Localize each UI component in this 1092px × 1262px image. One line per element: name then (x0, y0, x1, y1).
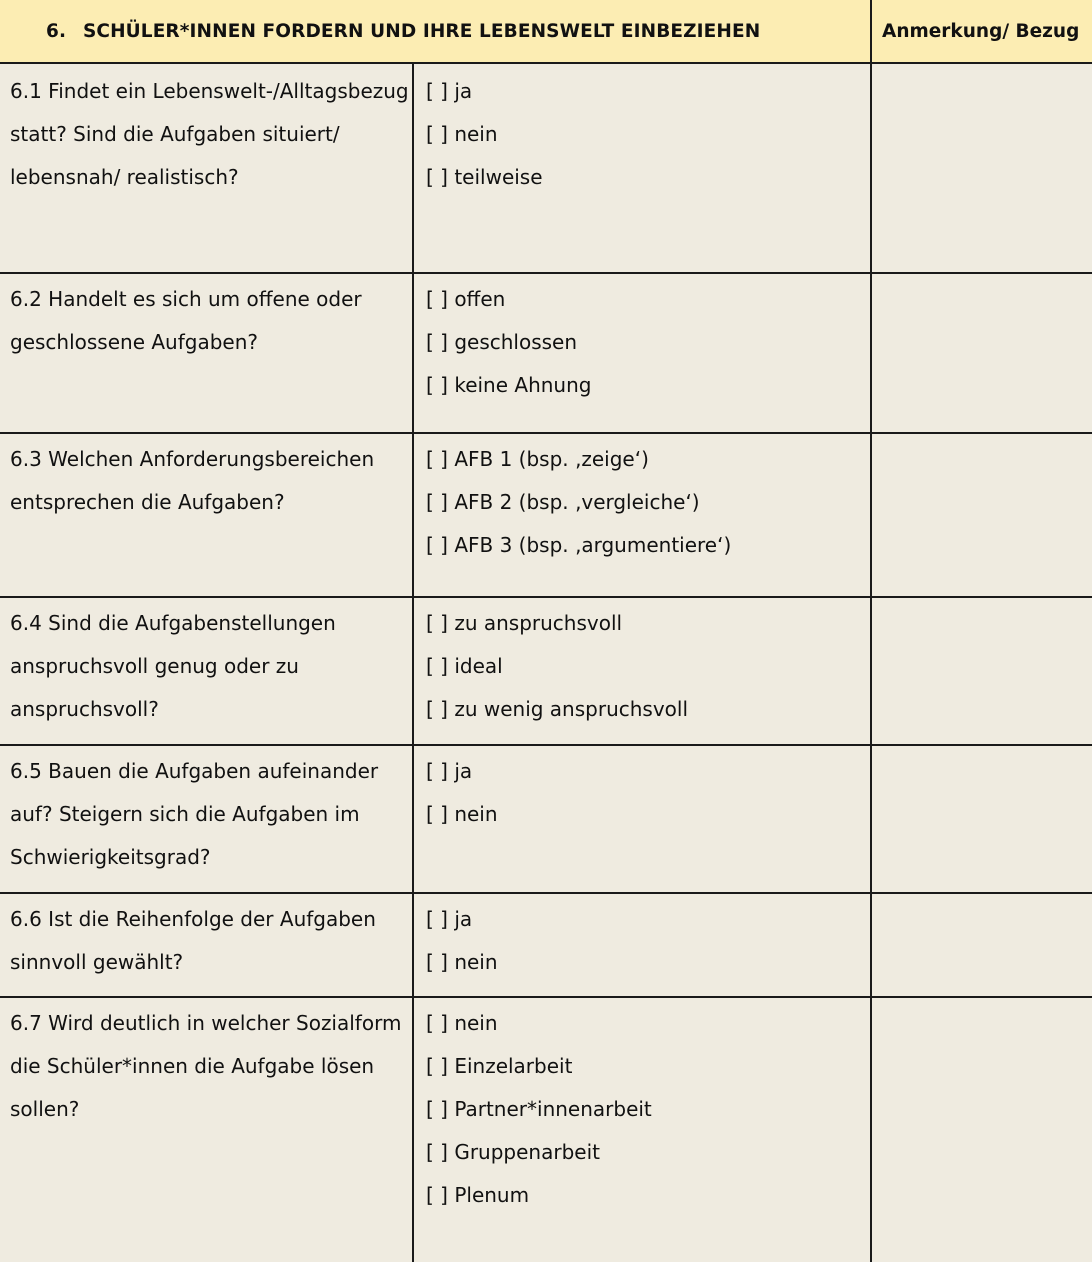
question-line: 6.7 Wird deutlich in welcher Sozialform (10, 1011, 402, 1035)
answer-checkbox-option[interactable]: [ ] ja (426, 79, 473, 103)
answer-checkbox-option[interactable]: [ ] geschlossen (426, 330, 578, 354)
question-line: 6.1 Findet ein Lebenswelt-/Alltagsbezug (10, 79, 409, 103)
note-input-cell[interactable] (873, 272, 1092, 432)
question-line: anspruchsvoll? (10, 697, 159, 721)
answer-checkbox-option[interactable]: [ ] Plenum (426, 1183, 530, 1207)
note-input-cell[interactable] (873, 892, 1092, 996)
question-line: 6.5 Bauen die Aufgaben aufeinander (10, 759, 379, 783)
question-line: 6.2 Handelt es sich um offene oder (10, 287, 362, 311)
question-text (10, 1002, 410, 1131)
answer-checkbox-option[interactable]: [ ] AFB 2 (bsp. ‚vergleiche‘) (426, 490, 700, 514)
answer-checkbox-option[interactable]: [ ] offen (426, 287, 506, 311)
answer-checkbox-option[interactable]: [ ] Partner*innenarbeit (426, 1097, 652, 1121)
table-header (0, 0, 1092, 64)
answer-options (426, 278, 866, 407)
table-row (0, 272, 1092, 434)
section-title-text: SCHÜLER*INNEN FORDERN UND IHRE LEBENSWELT EINBEZIEHEN (83, 20, 761, 42)
note-input-cell[interactable] (873, 996, 1092, 1262)
question-line: lebensnah/ realistisch? (10, 165, 239, 189)
question-line: sinnvoll gewählt? (10, 950, 184, 974)
note-input-cell[interactable] (873, 596, 1092, 744)
answer-options (426, 750, 866, 836)
question-line: entsprechen die Aufgaben? (10, 490, 285, 514)
question-line: 6.4 Sind die Aufgabenstellungen (10, 611, 336, 635)
question-text (10, 750, 410, 879)
answer-checkbox-option[interactable]: [ ] nein (426, 802, 498, 826)
answer-checkbox-option[interactable]: [ ] keine Ahnung (426, 373, 592, 397)
question-text (10, 278, 410, 364)
question-text (10, 602, 410, 731)
table-row (0, 744, 1092, 894)
answer-checkbox-option[interactable]: [ ] ja (426, 907, 473, 931)
question-line: die Schüler*innen die Aufgabe lösen (10, 1054, 375, 1078)
answer-options (426, 1002, 866, 1217)
question-text (10, 438, 410, 524)
answer-checkbox-option[interactable]: [ ] ja (426, 759, 473, 783)
answer-checkbox-option[interactable]: [ ] nein (426, 950, 498, 974)
answer-checkbox-option[interactable]: [ ] Einzelarbeit (426, 1054, 573, 1078)
answer-checkbox-option[interactable]: [ ] zu anspruchsvoll (426, 611, 623, 635)
question-line: Schwierigkeitsgrad? (10, 845, 211, 869)
section-title (0, 0, 870, 62)
section-number: 6. (46, 20, 67, 42)
question-line: auf? Steigern sich die Aufgaben im (10, 802, 360, 826)
column-divider-options (412, 64, 414, 1262)
question-line: statt? Sind die Aufgaben situiert/ (10, 122, 340, 146)
column-divider-notes (870, 0, 872, 1262)
table-row (0, 432, 1092, 598)
answer-options (426, 70, 866, 199)
note-column-header: Anmerkung/ Bezug (882, 20, 1080, 42)
note-input-cell[interactable] (873, 64, 1092, 272)
answer-checkbox-option[interactable]: [ ] nein (426, 1011, 498, 1035)
table-row (0, 892, 1092, 998)
question-line: 6.3 Welchen Anforderungsbereichen (10, 447, 375, 471)
answer-checkbox-option[interactable]: [ ] AFB 3 (bsp. ‚argumentiere‘) (426, 533, 732, 557)
question-line: sollen? (10, 1097, 80, 1121)
question-line: geschlossene Aufgaben? (10, 330, 259, 354)
question-line: 6.6 Ist die Reihenfolge der Aufgaben (10, 907, 376, 931)
table-row (0, 596, 1092, 746)
answer-checkbox-option[interactable]: [ ] teilweise (426, 165, 543, 189)
answer-checkbox-option[interactable]: [ ] AFB 1 (bsp. ‚zeige‘) (426, 447, 649, 471)
answer-options (426, 898, 866, 984)
table-row (0, 996, 1092, 1262)
question-text (10, 898, 410, 984)
table-row (0, 64, 1092, 274)
answer-checkbox-option[interactable]: [ ] nein (426, 122, 498, 146)
answer-options (426, 438, 866, 567)
note-input-cell[interactable] (873, 744, 1092, 892)
answer-checkbox-option[interactable]: [ ] Gruppenarbeit (426, 1140, 600, 1164)
answer-checkbox-option[interactable]: [ ] ideal (426, 654, 503, 678)
answer-checkbox-option[interactable]: [ ] zu wenig anspruchsvoll (426, 697, 689, 721)
note-input-cell[interactable] (873, 432, 1092, 596)
answer-options (426, 602, 866, 731)
question-line: anspruchsvoll genug oder zu (10, 654, 299, 678)
question-text (10, 70, 410, 199)
